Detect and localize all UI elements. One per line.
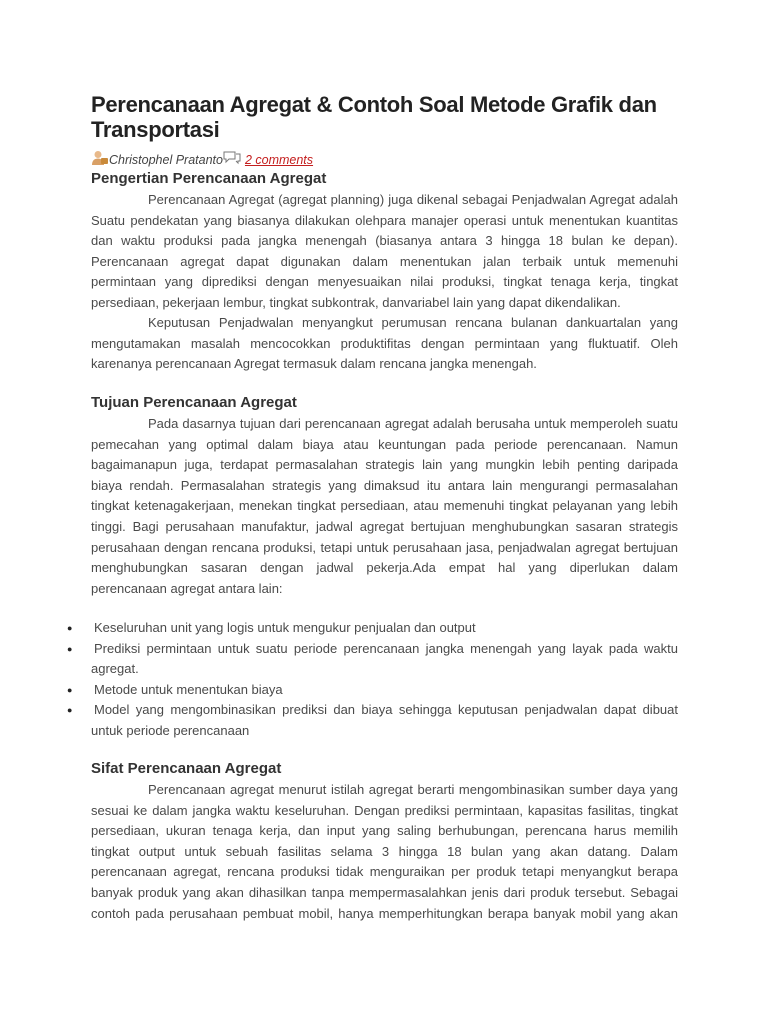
paragraph: [91, 414, 678, 599]
text-line: Keputusan Penjadwalan menyangkut perumusan rencana bulanan dankuartalan yang: [148, 315, 678, 330]
text-line: contoh pada perusahaan pembuat mobil, hanya memperhitungkan berapa banyak mobil yang akan: [91, 905, 678, 921]
text-line: pemecahan yang optimal dalam biaya atau keuntungan pada periode perencanaan. Namun: [91, 436, 678, 452]
text-line: bagaimanapun juga, terdapat permasalahan strategis lain yang mungkin lebih penting daripada: [91, 457, 678, 473]
text-line: untuk periode perencanaan: [91, 722, 250, 738]
text-line: Suatu pendekatan yang biasanya dilakukan olehpara manajer operasi untuk menentukan kuantitas: [91, 212, 678, 228]
list-item: [67, 639, 678, 680]
text-line: perencanaan agregat antara lain:: [91, 580, 283, 596]
section-heading: Tujuan Perencanaan Agregat: [91, 394, 297, 411]
paragraph: [91, 313, 678, 375]
text-line: persediaan, pekerjaan lembur, tingkat subkontrak, danvariabel lain yang dapat dikendalikan.: [91, 294, 621, 310]
paragraph: [91, 780, 678, 924]
text-line: permintaan yang diprediksi dengan menyesuaikan nilai produksi, tingkat tenaga kerja, tingkat: [91, 274, 678, 290]
text-line: perusahaan dengan rencana produksi, tetapi untuk perusahaan jasa, penjadwalan agregat bertujuan: [91, 539, 678, 555]
author-name[interactable]: Christophel Pratanto: [109, 153, 223, 167]
list-item: [67, 618, 678, 639]
text-line: Perencanaan agregat menurut istilah agregat berarti mengombinasikan sumber daya yang: [148, 782, 678, 797]
text-line: sesuai ke dalam jangka waktu keseluruhan. Dengan prediksi permintaan, kapasitas fasilitas, tingkat: [91, 802, 678, 818]
text-line: agregat.: [91, 661, 139, 677]
text-line: Pada dasarnya tujuan dari perencanaan agregat adalah berusaha untuk memperoleh suatu: [148, 416, 678, 431]
section-heading: Sifat Perencanaan Agregat: [91, 760, 282, 777]
text-line: tinggi. Bagi perusahaan manufaktur, jadwal agregat bertujuan menghubungkan sasaran strategis: [91, 518, 678, 534]
text-line: banyak produk yang akan dihasilkan tanpa mempermasalahkan jenis dari produk tersebut. Sebagai: [91, 884, 678, 900]
text-line: Perencanaan agregat dapat digunakan dalam menentukan jalan terbaik untuk memenuhi: [91, 253, 678, 269]
author-icon: [91, 150, 109, 170]
text-line: Prediksi permintaan untuk suatu periode perencanaan jangka menengah yang layak pada waktu: [94, 640, 678, 656]
list-item: [67, 700, 678, 741]
bullet-icon: ●: [67, 643, 73, 654]
paragraph: [91, 190, 678, 314]
bullet-list: [67, 618, 678, 742]
title-line: Transportasi: [91, 117, 220, 142]
bullet-icon: ●: [67, 623, 73, 633]
text-line: Keseluruhan unit yang logis untuk mengukur penjualan dan output: [94, 620, 476, 635]
text-line: tingkat ketenagakerjaan, menekan tingkat persediaan, atau memenuhi tingkat pelayanan yang lebih: [91, 498, 678, 514]
bullet-icon: ●: [67, 705, 73, 716]
text-line: karenanya perencanaan Agregat termasuk dalam rencana jangka menengah.: [91, 356, 537, 372]
text-line: persediaan, ukuran tenaga kerja, dan input yang saling berhubungan, perencana harus memilih: [91, 823, 678, 839]
section-heading: Pengertian Perencanaan Agregat: [91, 170, 327, 187]
text-line: menghubungkan sasaran dengan jadwal pekerja.Ada empat hal yang diperlukan dalam: [91, 560, 678, 576]
text-line: Model yang mengombinasikan prediksi dan biaya sehingga keputusan penjadwalan dapat dibuat: [94, 702, 678, 718]
article-title: [91, 92, 678, 142]
bullet-icon: ●: [67, 684, 73, 695]
comments-link[interactable]: 2 comments: [244, 153, 314, 167]
text-line: dan waktu produksi pada jangka menengah (biasanya antara 3 hingga 18 bulan ke depan).: [91, 233, 678, 249]
text-line: Metode untuk menentukan biaya: [94, 681, 283, 697]
text-line: perencanaan agregat, rencana produksi tidak menguraikan per produk tetapi menyangkut berapa: [91, 864, 678, 880]
text-line: Perencanaan Agregat (agregat planning) juga dikenal sebagai Penjadwalan Agregat adalah: [148, 192, 678, 207]
text-line: tingkat output untuk sebuah fasilitas selama 3 hingga 18 bulan yang akan datang. Dalam: [91, 843, 678, 859]
title-line: Perencanaan Agregat & Contoh Soal Metode Grafik dan: [91, 92, 657, 117]
post-meta: [91, 150, 678, 170]
text-line: mengutamakan masalah mencocokkan produktifitas dengan permintaan yang fluktuatif. Oleh: [91, 335, 678, 351]
comment-icon: [223, 150, 241, 170]
list-item: [67, 680, 678, 701]
text-line: biaya rendah. Permasalahan strategis yang dimaksud itu antara lain mengurangi permasalahan: [91, 477, 678, 493]
